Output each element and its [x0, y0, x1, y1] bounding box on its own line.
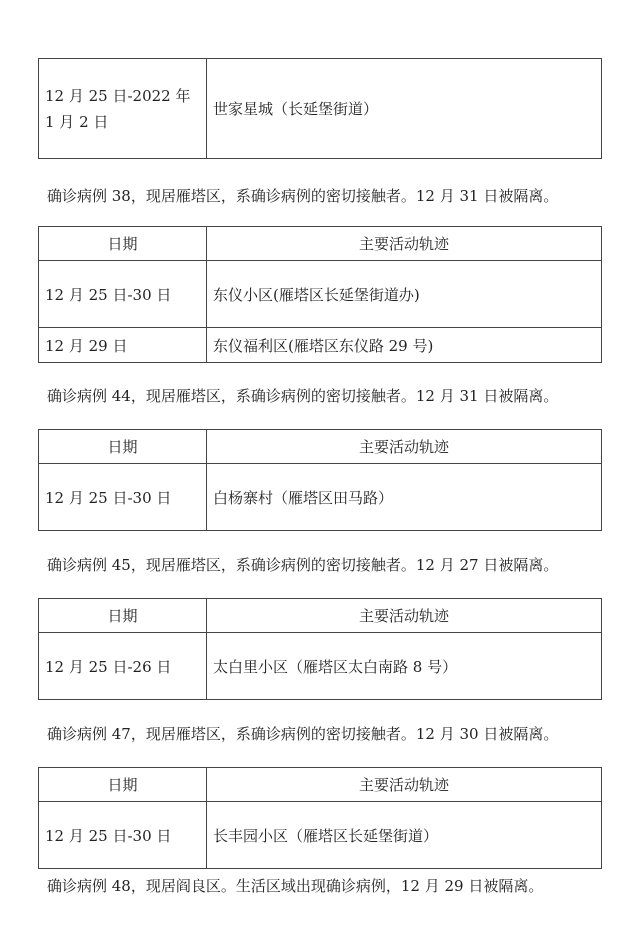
table-header-row: [39, 430, 602, 464]
trajectory-table-2: [38, 429, 602, 531]
header-date: 日期: [39, 430, 207, 464]
table-row: [39, 261, 602, 328]
trajectory-table-4: [38, 767, 602, 869]
place-cell: 太白里小区（雁塔区太白南路 8 号）: [207, 633, 602, 700]
case-description: 确诊病例 45，现居雁塔区，系确诊病例的密切接触者。12 月 27 日被隔离。: [47, 556, 559, 574]
case-description: 确诊病例 38，现居雁塔区，系确诊病例的密切接触者。12 月 31 日被隔离。: [47, 187, 559, 205]
date-cell: 12 月 29 日: [39, 328, 207, 363]
header-date: 日期: [39, 768, 207, 802]
header-date: 日期: [39, 599, 207, 633]
table-row: [39, 59, 602, 159]
trajectory-table-1: [38, 226, 602, 363]
header-place: 主要活动轨迹: [207, 599, 602, 633]
table-header-row: [39, 768, 602, 802]
place-cell: 东仪福利区(雁塔区东仪路 29 号): [207, 328, 602, 363]
place-cell: 东仪小区(雁塔区长延堡街道办): [207, 261, 602, 328]
table-header-row: [39, 227, 602, 261]
trajectory-table-0: [38, 58, 602, 159]
trajectory-table-3: [38, 598, 602, 700]
date-cell: 12 月 25 日-2022 年 1 月 2 日: [39, 59, 207, 159]
date-cell: 12 月 25 日-26 日: [39, 633, 207, 700]
date-cell: 12 月 25 日-30 日: [39, 802, 207, 869]
date-cell: 12 月 25 日-30 日: [39, 464, 207, 531]
table-row: [39, 633, 602, 700]
header-place: 主要活动轨迹: [207, 430, 602, 464]
table-row: [39, 802, 602, 869]
header-place: 主要活动轨迹: [207, 227, 602, 261]
case-description: 确诊病例 44，现居雁塔区，系确诊病例的密切接触者。12 月 31 日被隔离。: [47, 387, 559, 405]
case-description: 确诊病例 48，现居阎良区。生活区域出现确诊病例，12 月 29 日被隔离。: [47, 877, 544, 895]
place-cell: 世家星城（长延堡街道）: [207, 59, 602, 159]
header-place: 主要活动轨迹: [207, 768, 602, 802]
table-row: [39, 464, 602, 531]
table-row: [39, 328, 602, 363]
place-cell: 长丰园小区（雁塔区长延堡街道）: [207, 802, 602, 869]
case-description: 确诊病例 47，现居雁塔区，系确诊病例的密切接触者。12 月 30 日被隔离。: [47, 725, 559, 743]
table-header-row: [39, 599, 602, 633]
header-date: 日期: [39, 227, 207, 261]
date-cell: 12 月 25 日-30 日: [39, 261, 207, 328]
place-cell: 白杨寨村（雁塔区田马路）: [207, 464, 602, 531]
